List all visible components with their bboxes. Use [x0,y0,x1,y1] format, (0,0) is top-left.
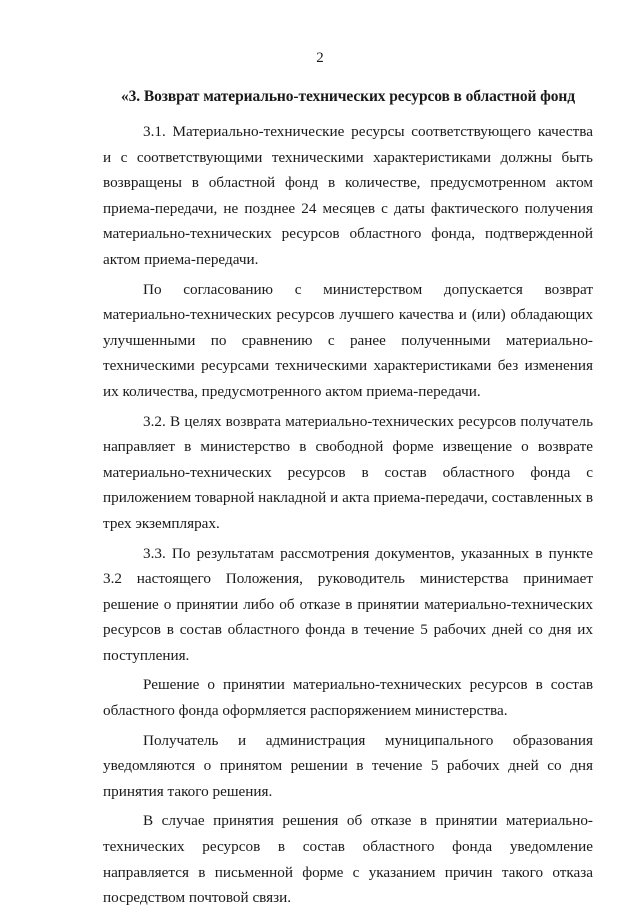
paragraph-decision-acceptance: Решение о принятии материально-технических ресурсов в состав областного фонда оформляется распоряжением министерства. [103,676,593,720]
body-text [103,119,593,915]
paragraph-3-1: 3.1. Материально-технические ресурсы соответствующего качества и с соответствующими техническими характеристиками должны быть возвращены в областной фонд в количестве, предусмотренном актом приема-передачи, не позднее 24 месяцев с даты фактического получения материально-технических ресурсов областного фонда, подтвержденной актом приема-передачи. [103,123,593,268]
page-number: 2 [316,50,324,66]
paragraph-3-2: 3.2. В целях возврата материально-технических ресурсов получатель направляет в министерство в свободной форме извещение о возврате материально-технических ресурсов в состав областного фонда с приложением товарной накладной и акта приема-передачи, составленных в трех экземплярах. [103,412,593,532]
paragraph-notification: Получатель и администрация муниципального образования уведомляются о принятом решении в течение 5 рабочих дней со дня принятия такого решения. [103,731,593,800]
paragraph-3-3: 3.3. По результатам рассмотрения документов, указанных в пункте 3.2 настоящего Положения, руководитель министерства принимает решение о принятии либо об отказе в принятии материально-технических ресурсов в состав областного фонда в течение 5 рабочих дней со дня их поступления. [103,544,593,664]
section-heading: «3. Возврат материально-технических ресурсов в областной фонд [121,88,575,105]
paragraph-agreement-return: По согласованию с министерством допускается возврат материально-технических ресурсов лучшего качества и (или) обладающих улучшенными по сравнению с ранее полученными материально-техническими ресурсами техническими характеристиками без изменения их количества, предусмотренного актом приема-передачи. [103,280,593,400]
paragraph-refusal: В случае принятия решения об отказе в принятии материально-технических ресурсов в состав областного фонда уведомление направляется в письменной форме с указанием причин такого отказа посредством почтовой связи. [103,812,593,907]
